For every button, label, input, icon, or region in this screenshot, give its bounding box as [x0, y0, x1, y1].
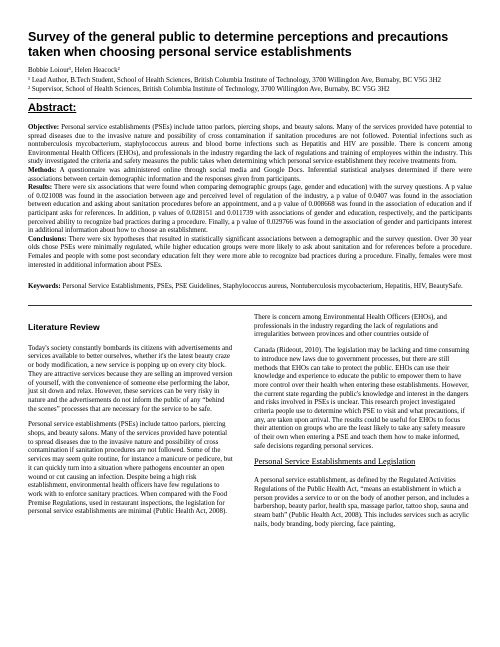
left-column [28, 316, 234, 523]
affiliation-2: ² Supervisor, School of Health Sciences, British Columbia Institute of Technology, 3700 Willingdon Ave, Burnaby, BC V5G 3H2 [28, 85, 390, 93]
conclusions-text: There were six hypotheses that resulted in statistically significant associations between a demographic and the survey question. Over 30 year olds chose PSEs were minimally regulated, while higher education groups were more likely to ask about sanitation and for references before a procedure. Females and people with some post secondary education felt they were more able to recognize bad practices during a procedure. Finally, females were most interested in additional information about PSEs. [28, 234, 472, 269]
literature-review-heading: Literature Review [28, 322, 100, 332]
divider-top [28, 98, 472, 99]
results-text: There were six associations that were found when comparing demographic groups (age, gender and education) with the survey questions. A p value of 0.021008 was found in the association between age and perceived level of regulation of the industry, a p value of 0.0407 was found in the association between education and asking about sanitation procedures before an appointment, and a p value of 0.008668 was found in the association of education and if participant asks for references. In addition, p values of 0.028151 and 0.011739 with associations of gender and education, respectively, and the participants perceived ability to recognize bad practices during a procedure. Finally, a p value of 0.029766 was found in the association of gender and participants interest in additional information about how to choose an establishment. [28, 183, 472, 235]
methods-label: Methods: [28, 165, 57, 174]
right-paragraph-1: There is concern among Environmental Health Officers (EHOs), and professionals in the industry regarding the lack of regulations and irregularities between provinces and other countries outside of [254, 313, 447, 339]
left-paragraph-1: Today's society constantly bombards its citizens with advertisements and services available to better ourselves, whether it's the latest beauty craze or body modification, a new service is popping up on every city block. They are attractive services because they are selling an improved version of yourself, with the convenience of someone else performing the labor, just sit down and relax. However, these services can be very risky in nature and the advertisements do not inform the public of any “behind the scenes” processes that are necessary for the service to be safe. [28, 343, 233, 413]
conclusions-label: Conclusions: [28, 234, 67, 243]
keywords-text: Personal Service Establishments, PSEs, PSE Guidelines, Staphylococcus aureus, Nontuberculosis mycobacterium, Hepatitis, HIV, BeautySafe. [60, 282, 463, 290]
author-names: Bobbie Loiour¹, Helen Heacock² [28, 66, 120, 74]
abstract-objective [28, 123, 472, 166]
abstract-conclusions [28, 235, 472, 269]
author-block [28, 66, 473, 95]
right-column [254, 313, 472, 535]
right-paragraph-3: A personal service establishment, as defined by the Regulated Activities Regulations of the Public Health Act, “means an establishment in which a person provides a service to or on the body of another person, and includes a barbershop, beauty parlor, health spa, massage parlor, tattoo shop, sauna and steam bath” (Public Health Act, 2008). This includes services such as acrylic nails, body branding, body piercing, face painting, [254, 476, 470, 528]
right-paragraph-2: Canada (Rideout, 2010). The legislation may be lacking and time consuming to introduce new laws due to government processes, but there are still methods that EHOs can take to protect the public. EHOs can use their knowledge and experience to educate the public to empower them to have more control over their health when entering these establishments. However, the current state regarding the public's knowledge and interest in the dangers and risks involved in PSEs is unclear. This research project investigated criteria people use to determine which PSE to visit and what precautions, if any, are taken upon arrival. The results could be useful for EHOs to focus their attention on groups who are the least likely to take any safety measure of their own when entering a PSE and teach them how to make informed, safe decisions regarding personal services. [254, 346, 470, 450]
left-paragraph-2: Personal service establishments (PSEs) include tattoo parlors, piercing shops, and beauty salons. Many of the services provided have potential to spread diseases due to the invasive nature and possibility of cross contamination if sanitation procedures are not followed. Some of the services may seem quite routine, for instance a manicure or pedicure, but it can quickly turn into a situation where pathogens encounter an open wound or cut causing an infection. Despite being a high risk establishment, environmental health officers have few regulations to work with to enforce sanitary practices. When compared with the Food Premise Regulations, used in restaurant inspections, the legislation for personal service establishments are minimal (Public Health Act, 2008). [28, 420, 233, 516]
affiliation-1: ¹ Lead Author, B.Tech Student, School of Health Sciences, British Columbia Institute of Technology, 3700 Willingdon Ave, Burnaby, BC V5G 3H2 [28, 75, 442, 84]
keywords-label: Keywords: [28, 282, 61, 290]
abstract-results [28, 183, 472, 235]
results-label: Results: [28, 183, 53, 192]
keywords [28, 282, 472, 291]
abstract-heading: Abstract: [28, 102, 77, 114]
divider-bottom [28, 305, 472, 306]
paper-title: Survey of the general public to determine perceptions and precautions taken when choosing personal service establishments [28, 30, 449, 59]
abstract-methods [28, 166, 472, 183]
objective-text: Personal service establishments (PSEs) include tattoo parlors, piercing shops, and beauty salons. Many of the services provided have potential to spread diseases due to the invasive nature and possibility of cross contamination if sanitation procedures are not followed. Potential infections such as nontuberculosis mycobacterium, staphylococcus aureus and blood borne infections such as Hepatitis and HIV are possible. There is concern among Environmental Health Officers (EHOs), and professionals in the industry regarding the lack of regulations and training of employees within the industry. This study investigated the criteria and safety measures the public takes when determining which personal service establishment they receive treatments from. [28, 123, 472, 166]
pse-legislation-subheading: Personal Service Establishments and Legislation [254, 456, 416, 466]
objective-label: Objective: [28, 123, 60, 131]
abstract-body [28, 123, 472, 269]
methods-text: A questionnaire was administered online through social media and Google Docs. Inferential statistical analyses determined if there were associations between certain demographic information and the responses given from participants. [28, 165, 472, 183]
